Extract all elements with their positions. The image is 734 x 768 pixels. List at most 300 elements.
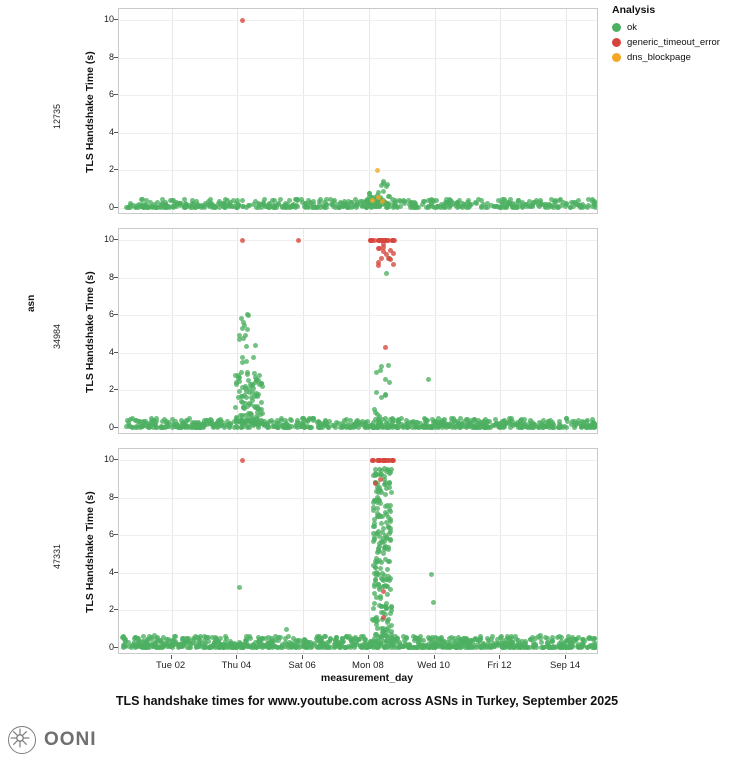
chart-caption: TLS handshake times for www.youtube.com across ASNs in Turkey, September 2025 [115, 694, 619, 708]
data-point [478, 637, 483, 642]
data-point [225, 198, 230, 203]
data-point [421, 424, 426, 429]
data-point [479, 645, 484, 650]
data-point [259, 400, 264, 405]
data-point [237, 389, 242, 394]
data-point [386, 547, 391, 552]
data-point [295, 425, 300, 430]
plot-area[interactable] [119, 9, 597, 213]
data-point [375, 204, 380, 209]
gridline-vertical [172, 449, 173, 653]
data-point [381, 551, 386, 556]
data-point [479, 198, 484, 203]
data-point [387, 485, 392, 490]
data-point [238, 641, 243, 646]
y-axis-tick-mark [114, 207, 118, 208]
data-point [244, 344, 249, 349]
gridline-vertical [566, 449, 567, 653]
data-point [295, 420, 300, 425]
data-point [384, 634, 389, 639]
data-point [383, 492, 388, 497]
y-axis-tick-label: 2 [108, 604, 114, 615]
data-point [366, 644, 371, 649]
data-point [257, 373, 262, 378]
data-point [474, 201, 479, 206]
gridline-horizontal [119, 610, 597, 611]
data-point [552, 425, 557, 430]
data-point [232, 425, 237, 430]
y-axis-tick-label: 10 [103, 234, 114, 245]
data-point [527, 199, 532, 204]
y-axis-tick-mark [114, 277, 118, 278]
data-point [383, 392, 388, 397]
gridline-horizontal [119, 240, 597, 241]
plot-area[interactable] [119, 229, 597, 433]
data-point [245, 327, 250, 332]
data-point [428, 198, 433, 203]
data-point [224, 636, 229, 641]
data-point [531, 644, 536, 649]
y-axis-title: TLS Handshake Time (s) [84, 51, 96, 173]
data-point [388, 257, 393, 262]
data-point [390, 416, 395, 421]
legend-item-generic-timeout-error[interactable] [612, 37, 732, 48]
data-point [368, 238, 373, 243]
data-point [376, 529, 381, 534]
data-point [415, 420, 420, 425]
data-point [235, 198, 240, 203]
data-point [434, 198, 439, 203]
data-point [237, 585, 242, 590]
data-point [373, 559, 378, 564]
data-point [252, 419, 257, 424]
x-axis-tick-mark [368, 655, 369, 659]
data-point [147, 423, 152, 428]
data-point [496, 198, 501, 203]
data-point [202, 205, 207, 210]
data-point [541, 645, 546, 650]
y-axis-tick-label: 8 [108, 271, 114, 282]
y-axis-tick-label: 6 [108, 529, 114, 540]
data-point [385, 567, 390, 572]
data-point [571, 204, 576, 209]
data-point [522, 422, 527, 427]
data-point [447, 205, 452, 210]
x-axis-tick-label: Wed 10 [417, 660, 450, 671]
y-axis-tick-label: 6 [108, 309, 114, 320]
data-point [276, 201, 281, 206]
data-point [507, 416, 512, 421]
data-point [216, 645, 221, 650]
y-axis-tick-mark [114, 609, 118, 610]
data-point [388, 529, 393, 534]
data-point [271, 205, 276, 210]
data-point [591, 422, 596, 427]
gridline-vertical [303, 229, 304, 433]
data-point [240, 18, 245, 23]
data-point [175, 201, 180, 206]
data-point [389, 604, 394, 609]
data-point [506, 200, 511, 205]
data-point [326, 425, 331, 430]
data-point [170, 198, 175, 203]
gridline-horizontal [119, 353, 597, 354]
data-point [388, 509, 393, 514]
y-axis-tick-mark [114, 57, 118, 58]
y-axis-tick-label: 0 [108, 201, 114, 212]
data-point [212, 424, 217, 429]
data-point [415, 636, 420, 641]
data-point [253, 343, 258, 348]
y-axis-tick-label: 6 [108, 89, 114, 100]
data-point [248, 411, 253, 416]
gridline-vertical [500, 229, 501, 433]
data-point [245, 312, 250, 317]
data-point [254, 393, 259, 398]
data-point [135, 425, 140, 430]
data-point [296, 238, 301, 243]
data-point [381, 589, 386, 594]
data-point [254, 645, 259, 650]
legend-label-ok: ok [627, 22, 638, 33]
data-point [384, 271, 389, 276]
y-axis-tick-mark [114, 19, 118, 20]
data-point [558, 423, 563, 428]
x-axis-tick-mark [565, 655, 566, 659]
data-point [439, 422, 444, 427]
data-point [140, 197, 145, 202]
data-point [592, 636, 597, 641]
y-axis-tick-label: 8 [108, 51, 114, 62]
data-point [476, 418, 481, 423]
data-point [384, 184, 389, 189]
data-point [347, 634, 352, 639]
data-point [391, 251, 396, 256]
data-point [195, 422, 200, 427]
legend [612, 4, 732, 67]
data-point [158, 425, 163, 430]
gridline-horizontal [119, 573, 597, 574]
data-point [122, 644, 127, 649]
data-point [381, 242, 386, 247]
data-point [399, 422, 404, 427]
y-axis-tick-mark [114, 239, 118, 240]
data-point [383, 416, 388, 421]
data-point [375, 550, 380, 555]
data-point [154, 645, 159, 650]
gridline-vertical [303, 9, 304, 213]
data-point [537, 204, 542, 209]
data-point [381, 526, 386, 531]
data-point [287, 640, 292, 645]
x-axis-tick-label: Sat 06 [288, 660, 316, 671]
data-point [376, 260, 381, 265]
data-point [256, 201, 261, 206]
data-point [545, 641, 550, 646]
data-point [263, 636, 268, 641]
y-axis-tick-mark [114, 352, 118, 353]
x-axis-tick-label: Fri 12 [487, 660, 512, 671]
data-point [383, 480, 388, 485]
y-axis-tick-label: 2 [108, 164, 114, 175]
data-point [444, 197, 449, 202]
data-point [379, 468, 384, 473]
data-point [426, 377, 431, 382]
data-point [460, 422, 465, 427]
gridline-horizontal [119, 315, 597, 316]
data-point [267, 419, 272, 424]
facet-panel-34984 [118, 228, 598, 434]
data-point [384, 252, 389, 257]
data-point [385, 620, 390, 625]
data-point [281, 425, 286, 430]
data-point [372, 498, 377, 503]
facet-panel-47331 [118, 448, 598, 654]
data-point [222, 205, 227, 210]
data-point [374, 390, 379, 395]
data-point [388, 611, 393, 616]
legend-swatch-ok [612, 23, 621, 32]
data-point [559, 645, 564, 650]
data-point [393, 200, 398, 205]
data-point [429, 572, 434, 577]
data-point [371, 524, 376, 529]
x-axis-tick-mark [499, 655, 500, 659]
data-point [240, 198, 245, 203]
data-point [227, 203, 232, 208]
y-axis-tick-mark [114, 94, 118, 95]
ooni-logo-icon [8, 726, 36, 754]
gridline-horizontal [119, 390, 597, 391]
data-point [240, 458, 245, 463]
data-point [375, 571, 380, 576]
y-axis-tick-label: 10 [103, 14, 114, 25]
gridline-vertical [369, 229, 370, 433]
gridline-vertical [237, 9, 238, 213]
gridline-vertical [435, 9, 436, 213]
data-point [424, 205, 429, 210]
y-axis-tick-mark [114, 132, 118, 133]
data-point [193, 641, 198, 646]
data-point [159, 641, 164, 646]
data-point [199, 641, 204, 646]
data-point [158, 205, 163, 210]
data-point [365, 419, 370, 424]
gridline-horizontal [119, 58, 597, 59]
data-point [381, 189, 386, 194]
data-point [388, 538, 393, 543]
facet-label-34984: 34984 [52, 323, 62, 349]
data-point [458, 637, 463, 642]
legend-label-generic-timeout-error: generic_timeout_error [627, 37, 720, 48]
gridline-vertical [435, 449, 436, 653]
data-point [252, 371, 257, 376]
data-point [373, 410, 378, 415]
data-point [465, 200, 470, 205]
data-point [173, 642, 178, 647]
data-point [179, 643, 184, 648]
data-point [261, 643, 266, 648]
data-point [375, 626, 380, 631]
x-axis-tick-label: Mon 08 [352, 660, 384, 671]
data-point [387, 639, 392, 644]
data-point [311, 205, 316, 210]
data-point [260, 411, 265, 416]
data-point [133, 418, 138, 423]
data-point [377, 414, 382, 419]
data-point [371, 606, 376, 611]
data-point [374, 370, 379, 375]
data-point [241, 405, 246, 410]
facet-panel-12735 [118, 8, 598, 214]
data-point [377, 458, 382, 463]
data-point [391, 262, 396, 267]
data-point [251, 355, 256, 360]
gridline-vertical [172, 9, 173, 213]
data-point [376, 487, 381, 492]
y-axis-title: TLS Handshake Time (s) [84, 271, 96, 393]
data-point [218, 636, 223, 641]
data-point [301, 422, 306, 427]
y-axis-tick-label: 0 [108, 641, 114, 652]
plot-area[interactable] [119, 449, 597, 653]
x-axis-tick-label: Thu 04 [221, 660, 252, 671]
legend-label-dns-blockpage: dns_blockpage [627, 52, 691, 63]
gridline-vertical [303, 449, 304, 653]
data-point [317, 644, 322, 649]
data-point [173, 419, 178, 424]
data-point [564, 201, 569, 206]
ooni-brand [8, 726, 97, 754]
data-point [240, 238, 245, 243]
data-point [371, 539, 376, 544]
data-point [270, 638, 275, 643]
x-axis-tick-mark [171, 655, 172, 659]
data-point [289, 204, 294, 209]
data-point [244, 359, 249, 364]
y-axis-tick-mark [114, 534, 118, 535]
data-point [577, 421, 582, 426]
data-point [376, 513, 381, 518]
data-point [289, 418, 294, 423]
data-point [388, 424, 393, 429]
data-point [363, 637, 368, 642]
legend-swatch-dns-blockpage [612, 53, 621, 62]
data-point [245, 372, 250, 377]
data-point [485, 424, 490, 429]
data-point [295, 204, 300, 209]
data-point [449, 199, 454, 204]
data-point [257, 637, 262, 642]
legend-item-dns-blockpage[interactable] [612, 52, 732, 63]
data-point [421, 199, 426, 204]
data-point [358, 199, 363, 204]
gridline-horizontal [119, 133, 597, 134]
data-point [278, 645, 283, 650]
data-point [389, 490, 394, 495]
x-axis-tick-mark [236, 655, 237, 659]
data-point [328, 197, 333, 202]
y-axis-tick-label: 4 [108, 346, 114, 357]
data-point [434, 205, 439, 210]
data-point [170, 204, 175, 209]
data-point [217, 205, 222, 210]
data-point [430, 417, 435, 422]
data-point [449, 420, 454, 425]
gridline-horizontal [119, 20, 597, 21]
data-point [272, 424, 277, 429]
y-axis-tick-label: 0 [108, 421, 114, 432]
y-axis-tick-mark [114, 459, 118, 460]
gridline-vertical [566, 9, 567, 213]
data-point [304, 204, 309, 209]
data-point [246, 643, 251, 648]
gridline-vertical [500, 9, 501, 213]
y-axis-tick-mark [114, 169, 118, 170]
data-point [590, 645, 595, 650]
data-point [385, 592, 390, 597]
data-point [164, 421, 169, 426]
data-point [585, 205, 590, 210]
data-point [442, 639, 447, 644]
data-point [376, 246, 381, 251]
data-point [394, 425, 399, 430]
data-point [211, 203, 216, 208]
data-point [318, 425, 323, 430]
data-point [411, 419, 416, 424]
data-point [370, 198, 375, 203]
data-point [587, 636, 592, 641]
gridline-horizontal [119, 170, 597, 171]
data-point [329, 202, 334, 207]
data-point [173, 634, 178, 639]
gridline-horizontal [119, 278, 597, 279]
data-point [293, 197, 298, 202]
data-point [327, 419, 332, 424]
data-point [237, 337, 242, 342]
data-point [378, 566, 383, 571]
data-point [383, 345, 388, 350]
data-point [519, 417, 524, 422]
data-point [317, 634, 322, 639]
data-point [446, 644, 451, 649]
x-axis-tick-label: Sep 14 [550, 660, 581, 671]
data-point [509, 634, 514, 639]
data-point [383, 377, 388, 382]
data-point [250, 382, 255, 387]
data-point [501, 425, 506, 430]
data-point [433, 425, 438, 430]
data-point [154, 416, 159, 421]
data-point [243, 333, 248, 338]
data-point [384, 606, 389, 611]
y-axis-tick-mark [114, 497, 118, 498]
gridline-vertical [369, 9, 370, 213]
legend-item-ok[interactable] [612, 22, 732, 33]
y-axis-tick-label: 4 [108, 566, 114, 577]
data-point [379, 183, 384, 188]
data-point [128, 203, 133, 208]
data-point [389, 467, 394, 472]
facet-axis-title: asn [26, 294, 37, 312]
x-axis-title: measurement_day [320, 672, 414, 684]
data-point [592, 201, 597, 206]
data-point [211, 643, 216, 648]
gridline-horizontal [119, 460, 597, 461]
data-point [502, 205, 507, 210]
data-point [536, 634, 541, 639]
x-axis-tick-label: Tue 02 [155, 660, 186, 671]
